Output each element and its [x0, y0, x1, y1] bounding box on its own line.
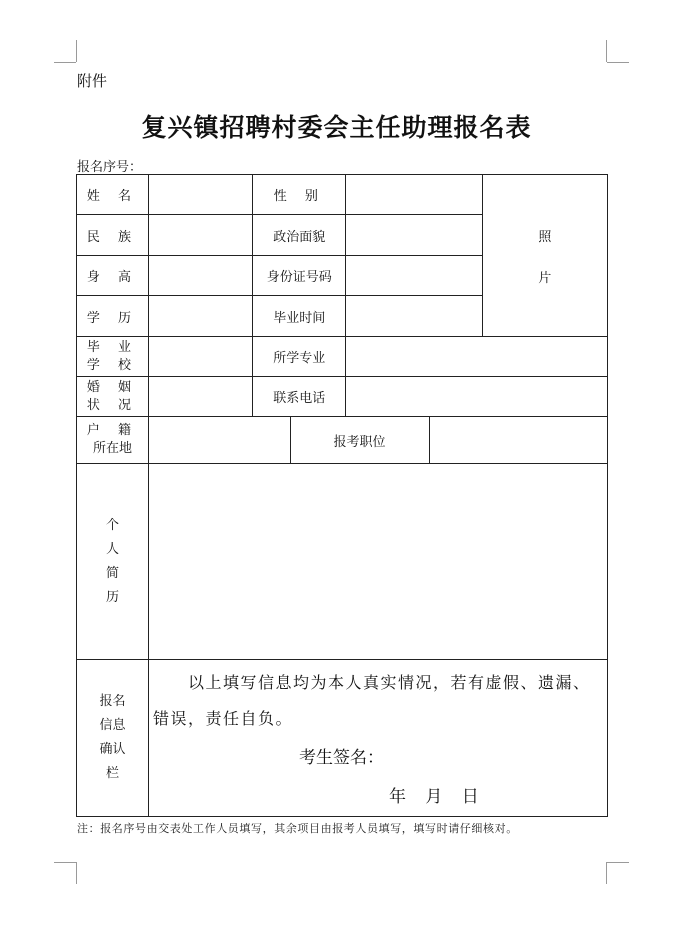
graduation-time-label: 毕业时间 — [253, 296, 346, 337]
photo-label-1: 照 — [538, 229, 552, 245]
crop-mark-top-right-v — [606, 40, 607, 62]
major-field[interactable] — [346, 337, 608, 377]
ethnicity-field[interactable] — [149, 215, 253, 256]
height-label: 身 高 — [77, 256, 149, 296]
resume-char-3: 简 — [105, 565, 119, 581]
crop-mark-top-left-v — [76, 40, 77, 62]
education-field[interactable] — [149, 296, 253, 337]
major-label: 所学专业 — [253, 337, 346, 377]
confirm-label — [77, 660, 149, 817]
crop-mark-bottom-right-h — [607, 862, 629, 863]
statement-line-2: 错误，责任自负。 — [153, 709, 294, 728]
education-label: 学 历 — [77, 296, 149, 337]
marital-status-label — [77, 377, 149, 417]
school-label — [77, 337, 149, 377]
crop-mark-bottom-right-v — [606, 862, 607, 884]
ethnicity-label: 民 族 — [77, 215, 149, 256]
registration-form-table — [76, 174, 608, 817]
school-field[interactable] — [149, 337, 253, 377]
phone-field[interactable] — [346, 377, 608, 417]
resume-char-4: 历 — [105, 589, 119, 605]
resume-field[interactable] — [149, 464, 608, 660]
political-status-field[interactable] — [346, 215, 482, 256]
resume-label — [77, 464, 149, 660]
name-field[interactable] — [149, 175, 253, 215]
photo-box[interactable] — [482, 175, 607, 337]
phone-label: 联系电话 — [253, 377, 346, 417]
crop-mark-bottom-left-v — [76, 862, 77, 884]
statement-line-1: 以上填写信息均为本人真实情况，若有虚假、遗漏、 — [188, 673, 591, 692]
school-label-line-2: 学 校 — [86, 357, 139, 373]
confirm-area — [149, 660, 608, 817]
confirm-line-4: 栏 — [105, 766, 119, 781]
page-title: 复兴镇招聘村委会主任助理报名表 — [141, 113, 532, 142]
gender-label: 性 别 — [253, 175, 346, 215]
graduation-time-field[interactable] — [346, 296, 482, 337]
confirm-line-1: 报名 — [99, 694, 126, 709]
date-label[interactable]: 年 月 日 — [389, 787, 479, 807]
confirm-line-2: 信息 — [99, 718, 126, 733]
hukou-label-line-2: 所在地 — [92, 441, 132, 456]
height-field[interactable] — [149, 256, 253, 296]
hukou-label — [77, 417, 149, 464]
marital-label-line-1: 婚 姻 — [86, 379, 139, 395]
resume-char-1: 个 — [105, 517, 119, 533]
resume-char-2: 人 — [105, 541, 119, 557]
attachment-label: 附件 — [77, 72, 108, 90]
hukou-position-row — [149, 417, 608, 464]
footer-note: 注：报名序号由交表处工作人员填写，其余项目由报考人员填写，填写时请仔细核对。 — [77, 822, 518, 835]
confirm-line-3: 确认 — [99, 742, 126, 757]
political-status-label: 政治面貌 — [253, 215, 346, 256]
signature-label[interactable]: 考生签名： — [299, 748, 384, 768]
hukou-field[interactable] — [149, 417, 290, 463]
name-label: 姓 名 — [77, 175, 149, 215]
registration-number-label: 报名序号： — [77, 160, 143, 175]
photo-label-2: 片 — [538, 270, 552, 286]
marital-status-field[interactable] — [149, 377, 253, 417]
crop-mark-top-left-h — [54, 62, 76, 63]
position-field[interactable] — [429, 417, 607, 463]
crop-mark-bottom-left-h — [54, 862, 76, 863]
id-number-field[interactable] — [346, 256, 482, 296]
hukou-label-line-1: 户 籍 — [86, 423, 139, 438]
id-number-label: 身份证号码 — [253, 256, 346, 296]
school-label-line-1: 毕 业 — [86, 339, 139, 355]
position-label: 报考职位 — [290, 417, 429, 463]
gender-field[interactable] — [346, 175, 482, 215]
crop-mark-top-right-h — [607, 62, 629, 63]
marital-label-line-2: 状 况 — [86, 397, 139, 413]
hukou-position-subtable — [149, 417, 607, 463]
